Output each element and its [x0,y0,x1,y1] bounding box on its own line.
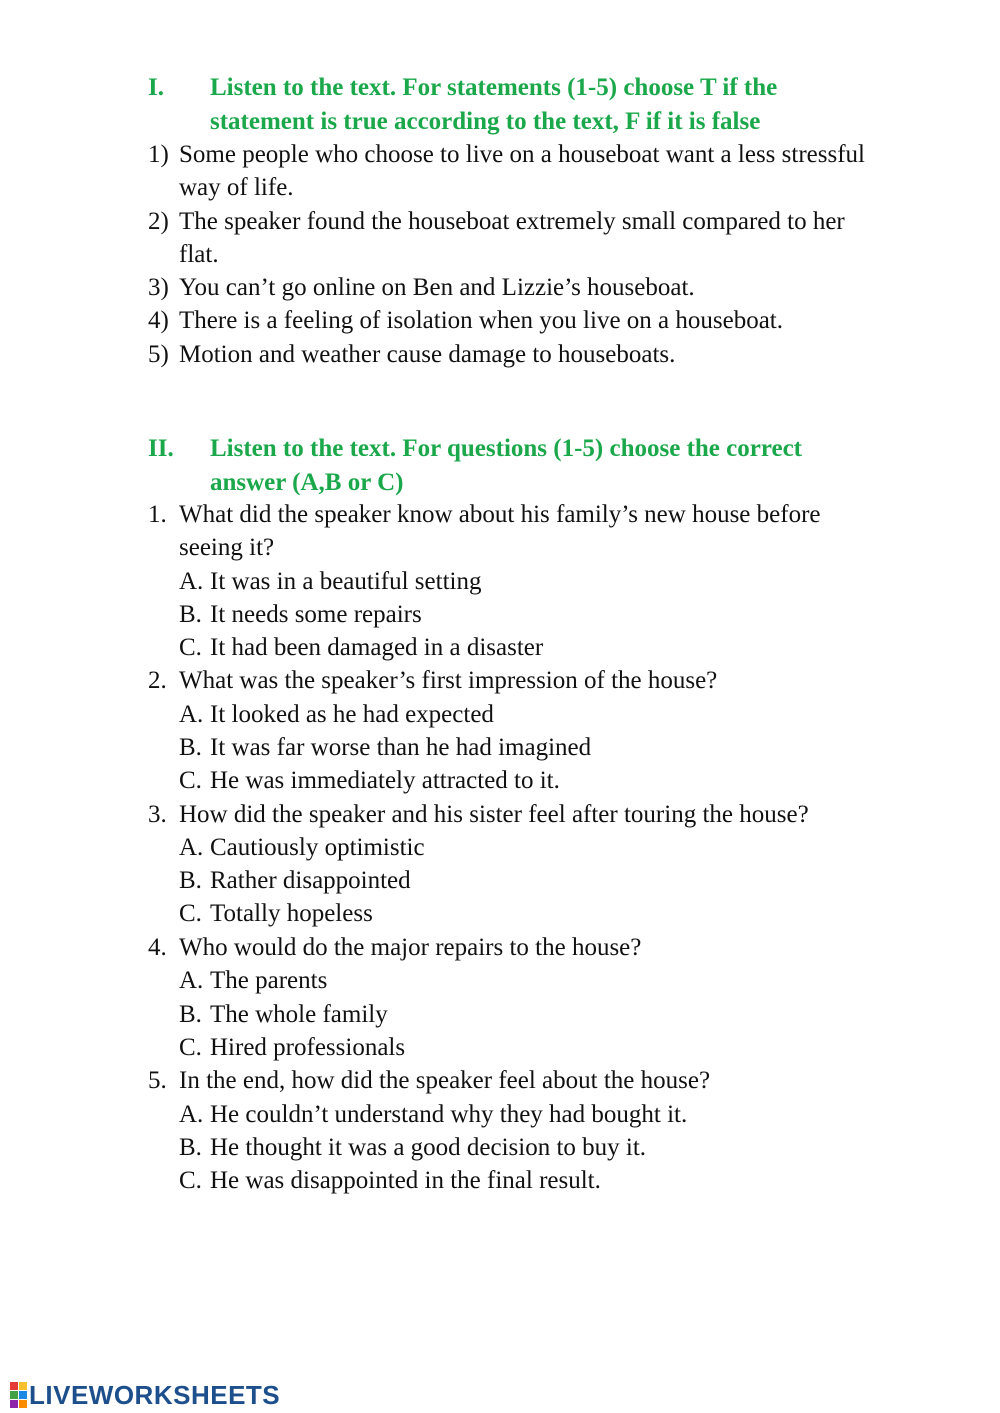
logo-square [10,1391,18,1399]
answer-option[interactable] [179,1131,879,1164]
question-5 [148,1064,938,1097]
option-letter: A. [179,967,204,994]
option-text: Totally hopeless [210,900,373,927]
statement-line: way of life. [179,174,294,202]
option-letter: C. [179,1034,202,1061]
answer-option[interactable] [179,698,879,731]
statement-3 [148,271,938,304]
question-text: What did the speaker know about his family’s new house before [179,501,821,528]
option-text: It had been damaged in a disaster [210,634,544,661]
logo-square [10,1400,18,1408]
logo-square [19,1382,27,1390]
logo-square [19,1400,27,1408]
statement-line: You can’t go online on Ben and Lizzie’s houseboat. [179,274,695,301]
liveworksheets-footer [10,1379,280,1411]
question-text: What was the speaker’s first impression of the house? [179,667,718,694]
statement-line: The speaker found the houseboat extremely small compared to her [179,208,845,235]
statement-1 [148,138,938,204]
statement-line: There is a feeling of isolation when you live on a houseboat. [179,307,784,334]
option-letter: B. [179,1134,202,1161]
option-text: It needs some repairs [210,601,422,628]
answer-option[interactable] [179,598,879,631]
statement-number: 5) [148,341,169,368]
question-number: 2. [148,667,167,694]
statement-line: flat. [179,241,219,269]
question-1 [148,498,938,564]
answer-option[interactable] [179,731,879,764]
question-number: 5. [148,1067,167,1094]
answer-option[interactable] [179,831,879,864]
answer-option[interactable] [179,764,879,797]
section-1-numeral: I. [148,74,164,101]
option-letter: B. [179,734,202,761]
question-number: 1. [148,501,167,528]
option-text: It was in a beautiful setting [210,568,482,595]
option-text: He was disappointed in the final result. [210,1167,601,1194]
statement-line: Some people who choose to live on a houseboat want a less stressful [179,141,865,168]
option-letter: A. [179,1101,204,1128]
liveworksheets-logo-icon [10,1382,27,1408]
section-2-heading [148,432,908,499]
question-number: 3. [148,801,167,828]
section-1-heading [148,71,908,138]
option-letter: C. [179,1167,202,1194]
liveworksheets-brand: LIVEWORKSHEETS [29,1379,281,1410]
question-2 [148,664,938,697]
answer-option[interactable] [179,1031,879,1064]
option-letter: A. [179,834,204,861]
option-letter: B. [179,1001,202,1028]
question-text: In the end, how did the speaker feel about the house? [179,1067,711,1094]
statement-5 [148,338,938,371]
option-letter: A. [179,701,204,728]
question-text: seeing it? [179,534,275,562]
section-1-heading-line2: statement is true according to the text, F if it is false [210,107,761,135]
question-text: How did the speaker and his sister feel after touring the house? [179,801,809,828]
question-4 [148,931,938,964]
option-text: He couldn’t understand why they had bought it. [210,1101,688,1128]
statement-line: Motion and weather cause damage to houseboats. [179,341,676,368]
answer-option[interactable] [179,631,879,664]
statement-number: 4) [148,307,169,334]
statement-4 [148,304,938,337]
option-text: Cautiously optimistic [210,834,425,861]
logo-square [10,1382,18,1390]
option-text: Hired professionals [210,1034,406,1061]
section-2-numeral: II. [148,435,174,462]
question-3 [148,798,938,831]
section-2-heading-line1: Listen to the text. For questions (1-5) choose the correct [210,435,803,462]
option-letter: B. [179,867,202,894]
option-text: He was immediately attracted to it. [210,767,560,794]
answer-option[interactable] [179,1098,879,1131]
option-letter: B. [179,601,202,628]
question-number: 4. [148,934,167,961]
option-text: It looked as he had expected [210,701,494,728]
answer-option[interactable] [179,897,879,930]
section-2-heading-line2: answer (A,B or C) [210,468,404,496]
option-text: Rather disappointed [210,867,411,894]
question-text: Who would do the major repairs to the house? [179,934,642,961]
option-text: The parents [210,967,328,994]
logo-square [19,1391,27,1399]
statement-number: 2) [148,208,169,235]
statement-2 [148,205,938,271]
answer-option[interactable] [179,1164,879,1197]
option-letter: C. [179,767,202,794]
option-text: The whole family [210,1001,388,1028]
answer-option[interactable] [179,998,879,1031]
option-letter: C. [179,900,202,927]
statement-number: 3) [148,274,169,301]
option-letter: A. [179,568,204,595]
answer-option[interactable] [179,964,879,997]
option-text: It was far worse than he had imagined [210,734,592,761]
section-1-heading-line1: Listen to the text. For statements (1-5) choose T if the [210,74,778,101]
option-text: He thought it was a good decision to buy it. [210,1134,647,1161]
answer-option[interactable] [179,864,879,897]
statement-number: 1) [148,141,169,168]
answer-option[interactable] [179,565,879,598]
option-letter: C. [179,634,202,661]
